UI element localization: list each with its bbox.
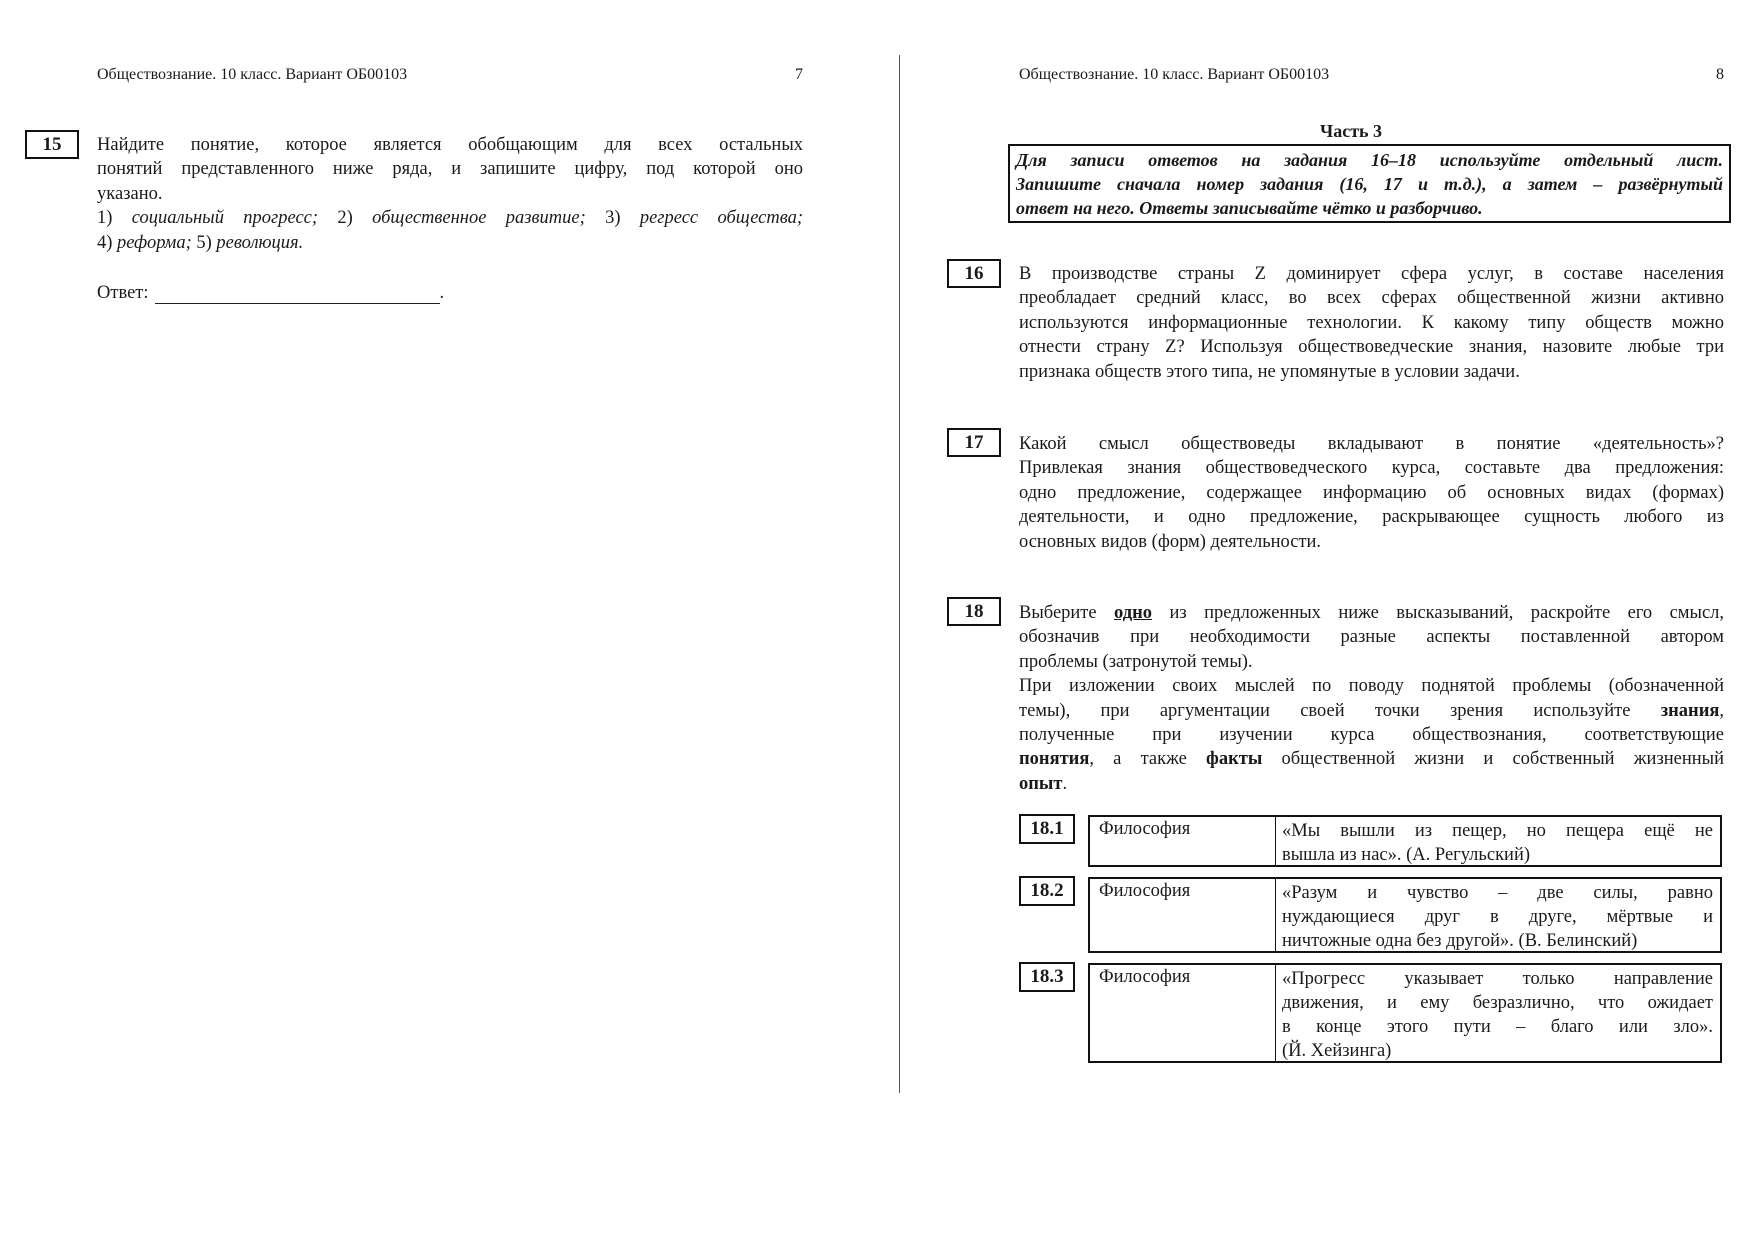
item-18-3-number: 18.3	[1019, 962, 1075, 992]
q16-line: отнести страну Z? Используя обществоведческие знания, назовите любые три	[1019, 337, 1724, 358]
q16-line: преобладает средний класс, во всех сферах общественной жизни активно	[1019, 288, 1724, 309]
instruction-box	[1008, 144, 1731, 223]
item-18-2-table	[1088, 877, 1722, 953]
question-18-number: 18	[947, 597, 1001, 626]
emphasis-facts: факты	[1206, 749, 1263, 770]
q16-line: признака обществ этого типа, не упомянутые в условии задачи.	[1019, 361, 1520, 382]
q18-line: темы), при аргументации своей точки зрения используйте знания,	[1019, 700, 1725, 721]
instruction-line: Для записи ответов на задания 16–18 используйте отдельный лист.	[1016, 150, 1723, 170]
answer-label: Ответ:	[97, 283, 149, 303]
question-16-number: 16	[947, 259, 1001, 288]
item-18-1-subject: Философия	[1090, 817, 1276, 865]
instruction-line: ответ на него. Ответы записывайте чётко и разборчиво.	[1016, 198, 1483, 218]
question-17-number: 17	[947, 428, 1001, 457]
item-18-3-subject: Философия	[1090, 965, 1276, 1061]
question-16-text	[1019, 262, 1724, 384]
answer-blank[interactable]	[155, 285, 440, 304]
answer-row: Ответ: .	[97, 283, 445, 303]
q17-line: Привлекая знания обществоведческого курса, составьте два предложения:	[1019, 458, 1724, 479]
q17-line: одно предложение, содержащее информацию об основных видах (формах)	[1019, 482, 1724, 503]
question-15-text	[97, 133, 803, 255]
option-3: регресс общества;	[639, 208, 804, 229]
q17-line: основных видов (форм) деятельности.	[1019, 531, 1322, 552]
left-page-header: Обществознание. 10 класс. Вариант ОБ00103	[97, 66, 408, 83]
q17-line: Какой смысл обществоведы вкладывают в понятие «деятельность»?	[1019, 434, 1724, 454]
option-1: социальный прогресс;	[131, 208, 319, 229]
q18-line: понятия, а также факты общественной жизни и собственный жизненный	[1019, 749, 1725, 770]
item-18-1-quote: «Мы вышли из пещер, но пещера ещё не вышла из нас». (А. Регульский)	[1282, 821, 1713, 865]
item-18-2-number: 18.2	[1019, 876, 1075, 906]
emphasis-one: одно	[1114, 603, 1153, 623]
item-18-2-quote: «Разум и чувство – две силы, равно нуждающиеся друг в друге, мёртвые и ничтожные одна без другой». (В. Белинский)	[1282, 883, 1713, 951]
question-15-number: 15	[25, 130, 79, 159]
instruction-line: Запишите сначала номер задания (16, 17 и т.д.), а затем – развёрнутый	[1016, 174, 1723, 194]
q16-line: В производстве страны Z доминирует сфера услуг, в составе населения	[1019, 264, 1724, 284]
right-page-header: Обществознание. 10 класс. Вариант ОБ00103	[1019, 66, 1330, 83]
part-title: Часть 3	[1320, 121, 1383, 141]
question-17-text	[1019, 432, 1724, 554]
q15-line: Найдите понятие, которое является обобщающим для всех остальных	[97, 135, 803, 155]
q18-line: опыт.	[1019, 773, 1068, 794]
right-page	[900, 0, 1754, 1239]
q15-options-line-2: 4) реформа; 5) революция.	[97, 232, 304, 253]
item-18-2-subject: Философия	[1090, 879, 1276, 951]
item-18-1-number: 18.1	[1019, 814, 1075, 844]
q15-line: понятий представленного ниже ряда, и запишите цифру, под которой оно	[97, 159, 803, 180]
q18-line: Выберите одно из предложенных ниже высказываний, раскройте его смысл,	[1019, 603, 1725, 623]
item-18-1-table	[1088, 815, 1722, 867]
q15-options-line-1: 1) социальный прогресс; 2) общественное развитие; 3) регресс общества;	[97, 208, 804, 229]
question-18-text	[1019, 601, 1724, 796]
option-4: реформа;	[117, 232, 192, 253]
q18-line: полученные при изучении курса обществознания, соответствующие	[1019, 725, 1724, 746]
q18-line: проблемы (затронутой темы).	[1019, 651, 1253, 672]
q18-line: обозначив при необходимости разные аспекты поставленной автором	[1019, 627, 1724, 648]
emphasis-concepts: понятия	[1019, 749, 1090, 770]
right-page-number: 8	[1716, 66, 1724, 83]
q16-line: используются информационные технологии. К какому типу обществ можно	[1019, 312, 1724, 333]
emphasis-knowledge: знания	[1660, 700, 1720, 721]
left-page-number: 7	[795, 66, 803, 83]
option-5: революция.	[216, 232, 304, 253]
q18-line: При изложении своих мыслей по поводу поднятой проблемы (обозначенной	[1019, 676, 1724, 697]
option-2: общественное развитие;	[372, 208, 586, 229]
q15-line: указано.	[97, 183, 163, 204]
q17-line: деятельности, и одно предложение, раскрывающее сущность любого из	[1019, 507, 1724, 528]
item-18-3-quote: «Прогресс указывает только направление движения, и ему безразлично, что ожидает в конце этого пути – благо или зло». (Й. Хейзинга)	[1282, 969, 1713, 1061]
emphasis-experience: опыт	[1019, 773, 1063, 794]
item-18-3-table	[1088, 963, 1722, 1063]
